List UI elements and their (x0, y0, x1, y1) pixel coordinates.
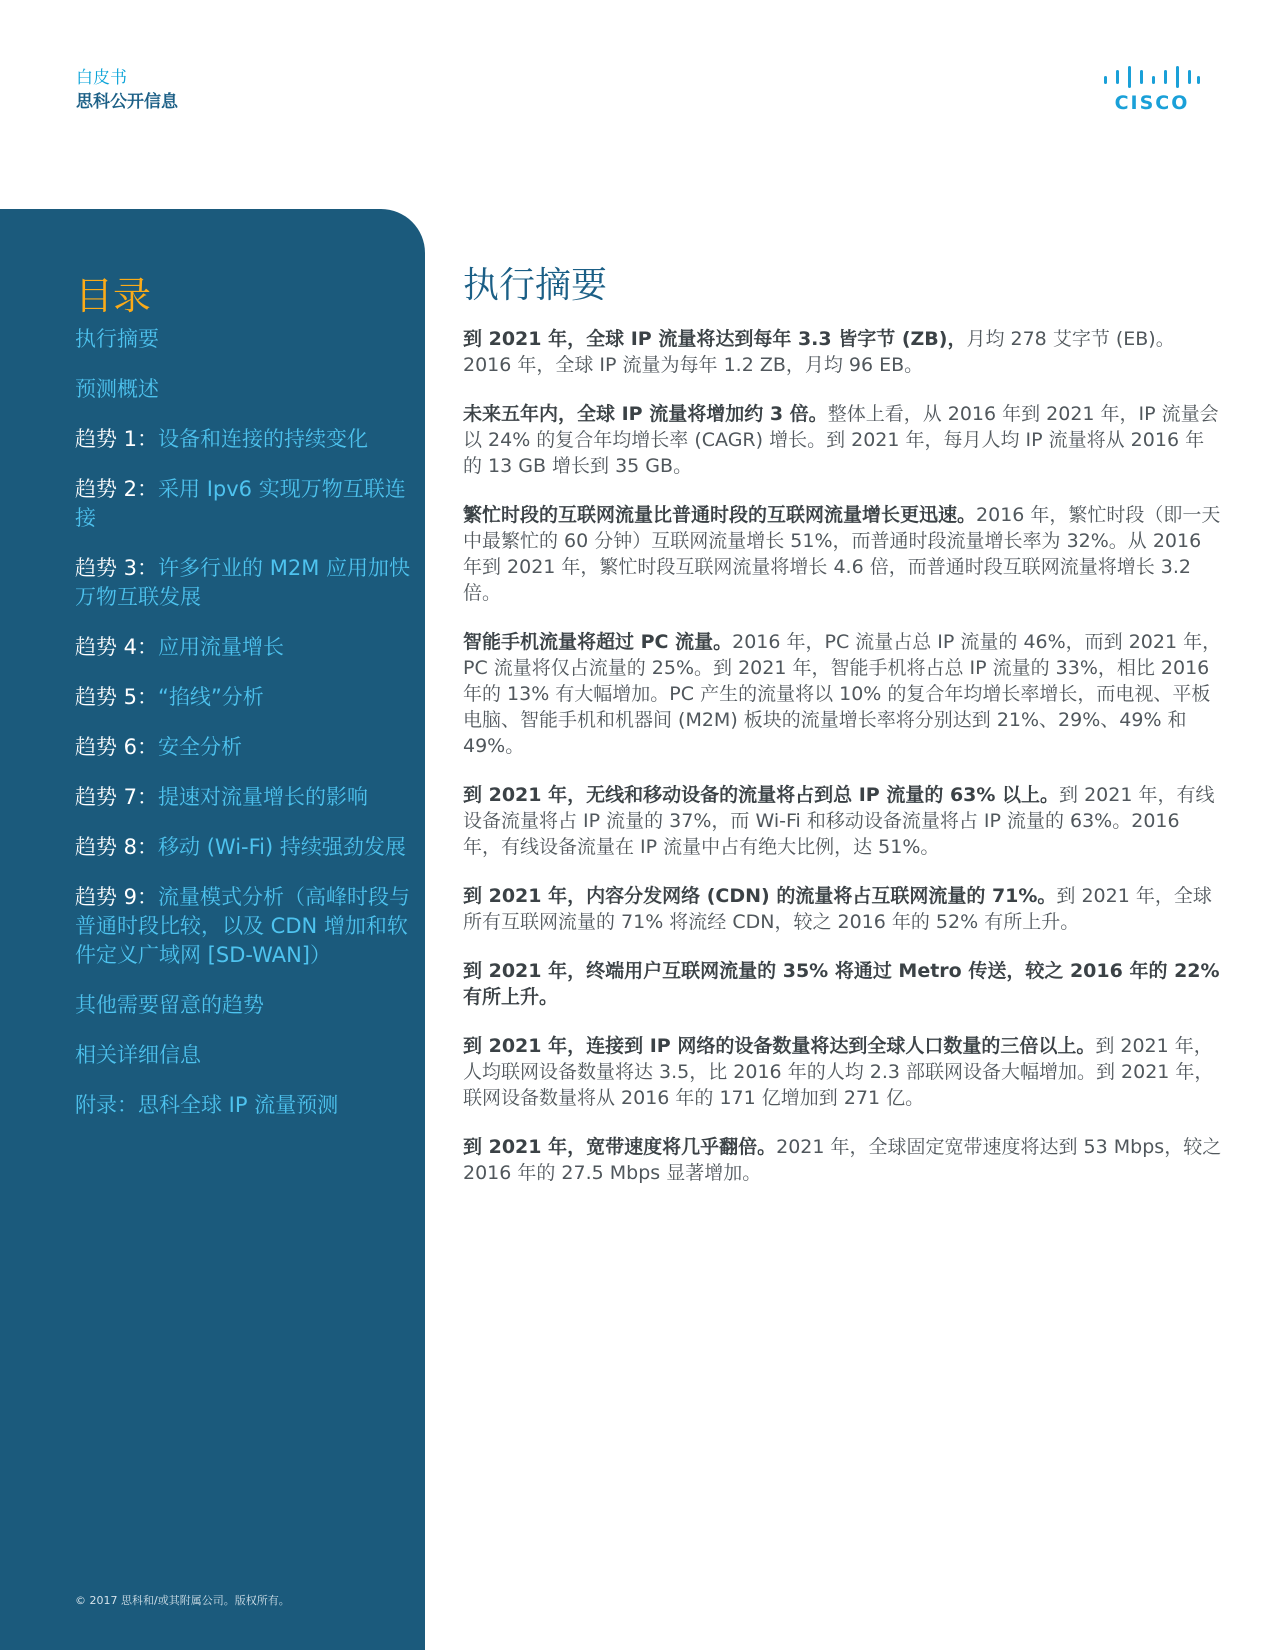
logo-bar (1152, 76, 1155, 84)
paragraph-lead: 智能手机流量将超过 PC 流量。 (463, 631, 733, 653)
paragraph-lead: 未来五年内，全球 IP 流量将增加约 3 倍。 (463, 403, 828, 425)
toc-link[interactable]: 附录：思科全球 IP 流量预测 (75, 1093, 339, 1117)
logo-bar (1188, 70, 1191, 84)
toc-item-trend-1[interactable]: 趋势 1：设备和连接的持续变化 (75, 427, 369, 451)
section-title: 执行摘要 (463, 265, 608, 306)
logo-bar (1116, 70, 1119, 84)
paragraph-lead: 繁忙时段的互联网流量比普通时段的互联网流量增长更迅速。 (463, 504, 977, 526)
summary-paragraph (463, 782, 1223, 860)
summary-paragraph (463, 629, 1223, 759)
toc-link[interactable]: 安全分析 (158, 735, 243, 759)
summary-paragraph (463, 1033, 1223, 1111)
toc-link[interactable]: 执行摘要 (75, 327, 159, 351)
toc-link[interactable]: “掐线”分析 (158, 685, 264, 709)
toc-item-trend-7[interactable]: 趋势 7：提速对流量增长的影响 (75, 785, 369, 809)
toc-item-other-trends[interactable] (75, 991, 415, 1020)
toc-link[interactable]: 预测概述 (75, 377, 159, 401)
summary-paragraph (463, 1134, 1223, 1186)
logo-bar (1140, 70, 1143, 84)
logo-bar (1164, 70, 1167, 84)
paragraph-lead: 到 2021 年，宽带速度将几乎翻倍。 (463, 1136, 777, 1158)
summary-paragraph (463, 401, 1223, 479)
toc-item-trend-6[interactable]: 趋势 6：安全分析 (75, 735, 243, 759)
summary-paragraph (463, 326, 1223, 378)
cisco-logo-bars-icon (1104, 66, 1200, 90)
paragraph-body: 到 2021 年，人均联网设备数量将达 3.5，比 2016 年的人均 2.3 部联网设备大幅增加。到 2021 年，联网设备数量将从 2016 年的 171 亿增加到 271 亿。 (463, 1035, 1214, 1109)
logo-bar (1128, 66, 1131, 88)
paragraph-body: 月均 278 艾字节 (EB)。2016 年，全球 IP 流量为每年 1.2 ZB，月均 96 EB。 (463, 328, 1175, 376)
toc-item-trend-4[interactable]: 趋势 4：应用流量增长 (75, 635, 285, 659)
paragraph-body: 整体上看，从 2016 年到 2021 年，IP 流量会以 24% 的复合年均增长率 (CAGR) 增长。到 2021 年，每月人均 IP 流量将从 2016 年的 13 GB 增长到 35 GB。 (463, 403, 1219, 477)
paragraph-lead: 到 2021 年，终端用户互联网流量的 35% 将通过 Metro 传送，较之 2016 年的 22% 有所上升。 (463, 960, 1220, 1008)
toc-sidebar (0, 209, 425, 1650)
toc-item-trend-3[interactable]: 趋势 3：许多行业的 M2M 应用加快万物互联发展 (75, 556, 410, 609)
paragraph-body: 2016 年，繁忙时段（即一天中最繁忙的 60 分钟）互联网流量增长 51%，而普通时段流量增长率为 32%。从 2016 年到 2021 年，繁忙时段互联网流量将增长 4.6 倍，而普通时段互联网流量将增长 3.2 倍。 (463, 504, 1221, 604)
toc-link[interactable]: 采用 Ipv6 实现万物互联连接 (75, 477, 406, 530)
toc-link[interactable]: 相关详细信息 (75, 1043, 201, 1067)
paragraph-body: 2021 年，全球固定宽带速度将达到 53 Mbps，较之 2016 年的 27.5 Mbps 显著增加。 (463, 1136, 1222, 1184)
cisco-logo (1104, 66, 1200, 116)
toc-item-trend-5[interactable]: 趋势 5：“掐线”分析 (75, 685, 264, 709)
paragraph-body: 到 2021 年，全球所有互联网流量的 71% 将流经 CDN，较之 2016 年的 52% 有所上升。 (463, 885, 1212, 933)
cisco-wordmark: CISCO (1114, 92, 1190, 114)
toc-item-trend-8[interactable]: 趋势 8：移动 (Wi-Fi) 持续强劲发展 (75, 835, 406, 859)
toc-link[interactable]: 提速对流量增长的影响 (158, 785, 369, 809)
toc-item-trend-2[interactable]: 趋势 2：采用 Ipv6 实现万物互联连接 (75, 477, 406, 530)
paragraph-lead: 到 2021 年，无线和移动设备的流量将占到总 IP 流量的 63% 以上。 (463, 784, 1060, 806)
summary-paragraph (463, 502, 1223, 606)
document-header (76, 66, 178, 114)
toc-item-trend-9[interactable]: 趋势 9：流量模式分析（高峰时段与普通时段比较，以及 CDN 增加和软件定义广域网 [SD-WAN]） (75, 885, 411, 967)
copyright-notice: © 2017 思科和/或其附属公司。版权所有。 (75, 1594, 290, 1607)
paragraph-lead: 到 2021 年，内容分发网络 (CDN) 的流量将占互联网流量的 71%。 (463, 885, 1057, 907)
main-content (463, 262, 1223, 1209)
logo-bar (1104, 76, 1107, 84)
paragraph-lead: 到 2021 年，全球 IP 流量将达到每年 3.3 皆字节 (ZB)， (463, 328, 967, 350)
toc-link[interactable]: 设备和连接的持续变化 (158, 427, 369, 451)
summary-paragraph (463, 958, 1223, 1010)
summary-paragraph (463, 883, 1223, 935)
paragraph-body: 2016 年，PC 流量占总 IP 流量的 46%，而到 2021 年，PC 流量将仅占流量的 25%。到 2021 年，智能手机将占总 IP 流量的 33%，相比 2016 年的 13% 有大幅增加。PC 产生的流量将以 10% 的复合年均增长率增长，而电视、平板电脑、智能手机和机器间 (M2M) 板块的流量增长率将分别达到 21%、29%、49% 和 49%。 (463, 631, 1222, 757)
toc-item-more-info[interactable] (75, 1041, 415, 1070)
logo-bar (1176, 66, 1179, 88)
doc-type-label: 白皮书 (76, 68, 127, 88)
toc-link[interactable]: 其他需要留意的趋势 (75, 993, 264, 1017)
paragraph-lead: 到 2021 年，连接到 IP 网络的设备数量将达到全球人口数量的三倍以上。 (463, 1035, 1096, 1057)
toc-link[interactable]: 许多行业的 M2M 应用加快万物互联发展 (75, 556, 410, 609)
toc-link[interactable]: 移动 (Wi-Fi) 持续强劲发展 (158, 835, 406, 859)
toc-title: 目录 (75, 274, 152, 318)
toc-link[interactable]: 流量模式分析（高峰时段与普通时段比较，以及 CDN 增加和软件定义广域网 [SD-WAN]） (75, 885, 411, 967)
logo-bar (1197, 76, 1200, 84)
toc-item-forecast-overview[interactable] (75, 375, 415, 404)
paragraph-body: 到 2021 年，有线设备流量将占 IP 流量的 37%，而 Wi-Fi 和移动设备流量将占 IP 流量的 63%。2016 年，有线设备流量在 IP 流量中占有绝大比例，达 51%。 (463, 784, 1215, 858)
toc-list (75, 325, 415, 1141)
toc-link[interactable]: 应用流量增长 (158, 635, 285, 659)
toc-item-executive-summary[interactable] (75, 325, 415, 354)
toc-item-appendix[interactable] (75, 1091, 415, 1120)
classification-label: 思科公开信息 (76, 92, 178, 112)
